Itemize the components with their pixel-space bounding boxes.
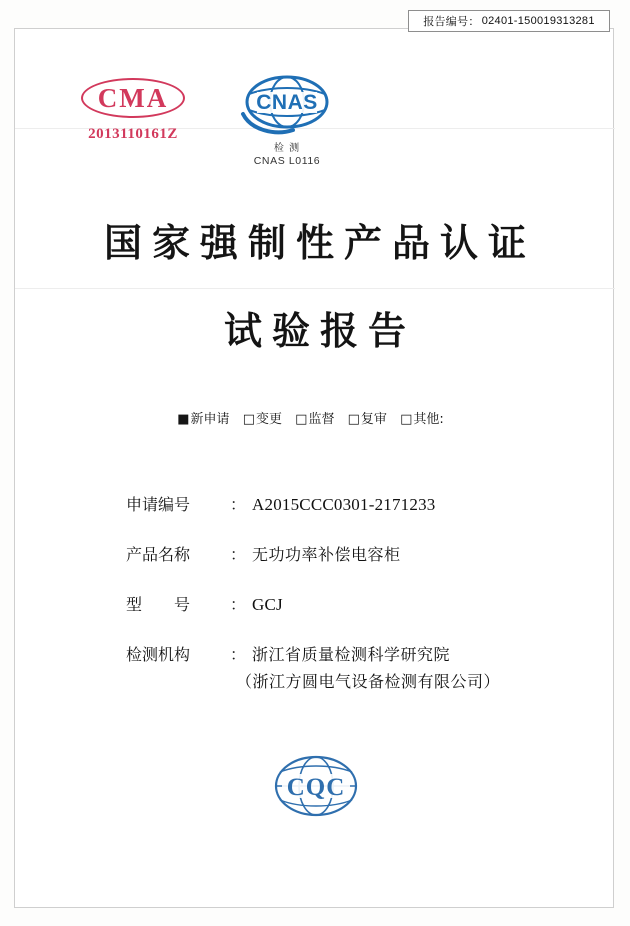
checkbox-option-change[interactable]: □ 变更 xyxy=(243,412,282,427)
cma-logo-text: CMA xyxy=(97,83,169,113)
cnas-logo xyxy=(212,72,362,167)
field-value-product-name: 无功功率补偿电容柜 xyxy=(252,545,401,564)
cma-certificate-number: 2013110161Z xyxy=(88,126,178,142)
field-list xyxy=(126,492,546,714)
cnas-accreditation-number: CNAS L0116 xyxy=(253,155,321,167)
checkbox-option-new[interactable]: ■ 新申请 xyxy=(177,412,229,427)
field-colon-1: ： xyxy=(230,545,247,564)
logo-row xyxy=(60,72,380,182)
report-number-value: 02401-150019313281 xyxy=(481,15,595,27)
field-colon-3: ： xyxy=(230,645,247,664)
cnas-subtitle-cn: 检 测 xyxy=(273,143,301,154)
cma-oval-icon xyxy=(81,78,185,118)
page-title-line1: 国家强制性产品认证 xyxy=(103,220,536,265)
cnas-globe-svg xyxy=(231,72,343,138)
field-label-testing-organization: 检测机构 xyxy=(126,645,191,664)
cnas-globe-icon xyxy=(231,72,343,138)
checkbox-option-supervision[interactable]: □ 监督 xyxy=(295,412,334,427)
cqc-logo xyxy=(262,752,370,820)
field-label-product-name: 产品名称 xyxy=(126,545,191,564)
field-label-model: 型 号 xyxy=(126,595,191,614)
svg-text:CNAS: CNAS xyxy=(256,91,318,114)
field-testing-organization xyxy=(126,642,546,665)
page-title-line2: 试验报告 xyxy=(223,308,416,353)
field-application-number xyxy=(126,492,546,515)
field-colon-2: ： xyxy=(230,595,247,614)
field-product-name xyxy=(126,542,546,565)
cqc-globe-svg xyxy=(262,752,370,820)
field-colon-0: ： xyxy=(230,495,247,514)
report-number-box xyxy=(408,10,610,32)
field-value-testing-organization: 浙江省质量检测科学研究院 xyxy=(252,645,451,664)
field-model xyxy=(126,592,546,615)
field-value-model: GCJ xyxy=(252,595,283,614)
cma-logo xyxy=(68,78,198,143)
scan-artifact-line-mid xyxy=(15,288,615,289)
checkbox-option-other[interactable]: □ 其他: xyxy=(400,412,444,427)
report-number-label: 报告编号： xyxy=(423,15,480,28)
application-type-row xyxy=(0,408,630,427)
field-value-application-number: A2015CCC0301-2171233 xyxy=(252,495,436,514)
svg-text:CQC: CQC xyxy=(286,774,346,801)
checkbox-option-review[interactable]: □ 复审 xyxy=(348,412,387,427)
field-value-testing-organization-alt: （浙江方圆电气设备检测有限公司） xyxy=(236,672,501,691)
field-label-application-number: 申请编号 xyxy=(126,495,191,514)
